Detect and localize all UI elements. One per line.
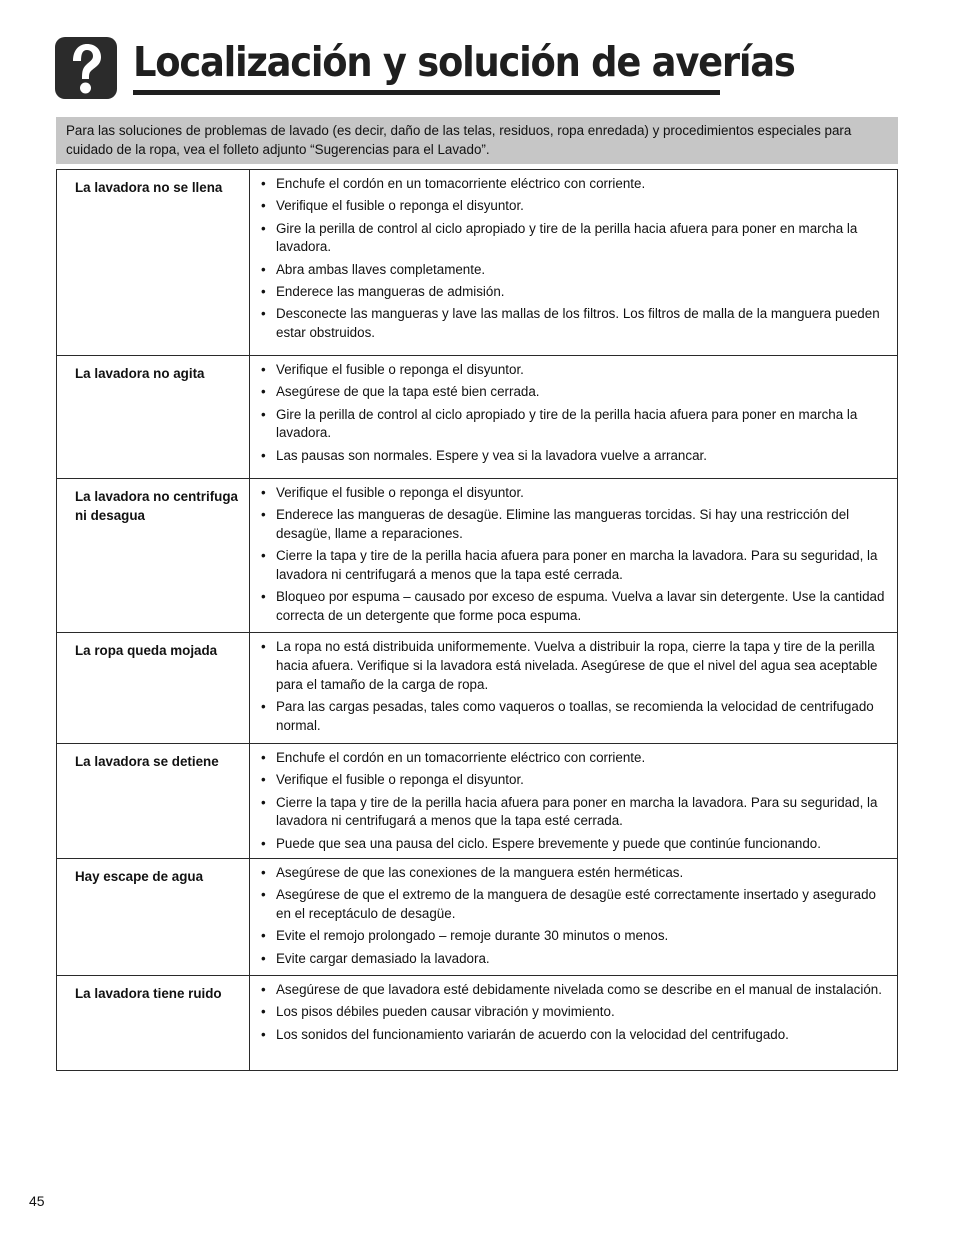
list-item: • Verifique el fusible o reponga el disyuntor. [260,197,891,216]
problem-label: La lavadora se detiene [57,744,250,859]
solutions-cell [250,744,898,859]
problem-label: La lavadora no se llena [57,170,250,356]
list-item: • Enchufe el cordón en un tomacorriente eléctrico con corriente. [260,749,891,768]
list-item: • Gire la perilla de control al ciclo apropiado y tire de la perilla hacia afuera para poner en marcha la lavadora. [260,406,891,444]
solutions-cell [250,976,898,1071]
list-item: • La ropa no está distribuida uniformemente. Vuelva a distribuir la ropa, cierre la tapa y tire de la perilla hacia afuera. Verifique si la lavadora está nivelada. Asegúrese de que el nivel del agua sea aceptable para el tamaño de la carga de ropa. [260,638,891,694]
troubleshooting-table-body [57,170,898,1071]
list-item: • Para las cargas pesadas, tales como vaqueros o toallas, se recomienda la velocidad de centrifugado normal. [260,698,891,736]
list-item: • Asegúrese de que el extremo de la manguera de desagüe esté correctamente insertado y asegurado en el receptáculo de desagüe. [260,886,891,924]
list-item: • Puede que sea una pausa del ciclo. Espere brevemente y puede que continúe funcionando. [260,835,891,854]
list-item: • Cierre la tapa y tire de la perilla hacia afuera para poner en marcha la lavadora. Para su seguridad, la lavadora ni centrifugará a menos que la tapa esté cerrada. [260,547,891,585]
problem-label: La lavadora tiene ruido [57,976,250,1071]
problem-label: La ropa queda mojada [57,633,250,744]
page-title: Localización y solución de averías [133,38,795,86]
problem-label: La lavadora no agita [57,356,250,479]
list-item: • Bloqueo por espuma – causado por exceso de espuma. Vuelva a lavar sin detergente. Use la cantidad correcta de un detergente que forme poca espuma. [260,588,891,626]
list-item: • Verifique el fusible o reponga el disyuntor. [260,361,891,380]
intro-note: Para las soluciones de problemas de lavado (es decir, daño de las telas, residuos, ropa enredada) y procedimientos especiales para cuidado de la ropa, vea el folleto adjunto “Sugerencias para el Lavado”. [56,117,898,164]
list-item: • Verifique el fusible o reponga el disyuntor. [260,771,891,790]
list-item: • Los pisos débiles pueden causar vibración y movimiento. [260,1003,891,1022]
troubleshooting-table [56,169,898,1071]
table-row [57,976,898,1071]
table-row [57,633,898,744]
solutions-cell [250,859,898,976]
solutions-list [260,484,891,626]
list-item: • Evite cargar demasiado la lavadora. [260,950,891,969]
list-item: • Evite el remojo prolongado – remoje durante 30 minutos o menos. [260,927,891,946]
problem-label: La lavadora no centrifuga ni desagua [57,479,250,633]
list-item: • Enderece las mangueras de admisión. [260,283,891,302]
solutions-cell [250,170,898,356]
solutions-list [260,749,891,853]
solutions-list [260,638,891,735]
table-row [57,479,898,633]
solutions-cell [250,479,898,633]
list-item: • Enchufe el cordón en un tomacorriente eléctrico con corriente. [260,175,891,194]
list-item: • Verifique el fusible o reponga el disyuntor. [260,484,891,503]
list-item: • Cierre la tapa y tire de la perilla hacia afuera para poner en marcha la lavadora. Para su seguridad, la lavadora ni centrifugará a menos que la tapa esté cerrada. [260,794,891,832]
list-item: • Asegúrese de que lavadora esté debidamente nivelada como se describe en el manual de instalación. [260,981,891,1000]
solutions-list [260,981,891,1044]
table-row [57,356,898,479]
list-item: • Abra ambas llaves completamente. [260,261,891,280]
list-item: • Las pausas son normales. Espere y vea si la lavadora vuelve a arrancar. [260,447,891,466]
solutions-list [260,175,891,343]
solutions-list [260,864,891,968]
solutions-cell [250,356,898,479]
list-item: • Asegúrese de que las conexiones de la manguera estén herméticas. [260,864,891,883]
list-item: • Los sonidos del funcionamiento variarán de acuerdo con la velocidad del centrifugado. [260,1026,891,1045]
page-header [55,34,795,100]
list-item: • Enderece las mangueras de desagüe. Elimine las mangueras torcidas. Si hay una restricción del desagüe, llame a reparaciones. [260,506,891,544]
list-item: • Gire la perilla de control al ciclo apropiado y tire de la perilla hacia afuera para poner en marcha la lavadora. [260,220,891,258]
question-mark-icon [55,37,117,99]
table-row [57,170,898,356]
list-item: • Desconecte las mangueras y lave las mallas de los filtros. Los filtros de malla de la manguera pueden estar obstruidos. [260,305,891,343]
list-item: • Asegúrese de que la tapa esté bien cerrada. [260,383,891,402]
table-row [57,744,898,859]
solutions-cell [250,633,898,744]
table-row [57,859,898,976]
solutions-list [260,361,891,465]
problem-label: Hay escape de agua [57,859,250,976]
title-underline [133,90,720,95]
page-number: 45 [29,1193,45,1209]
